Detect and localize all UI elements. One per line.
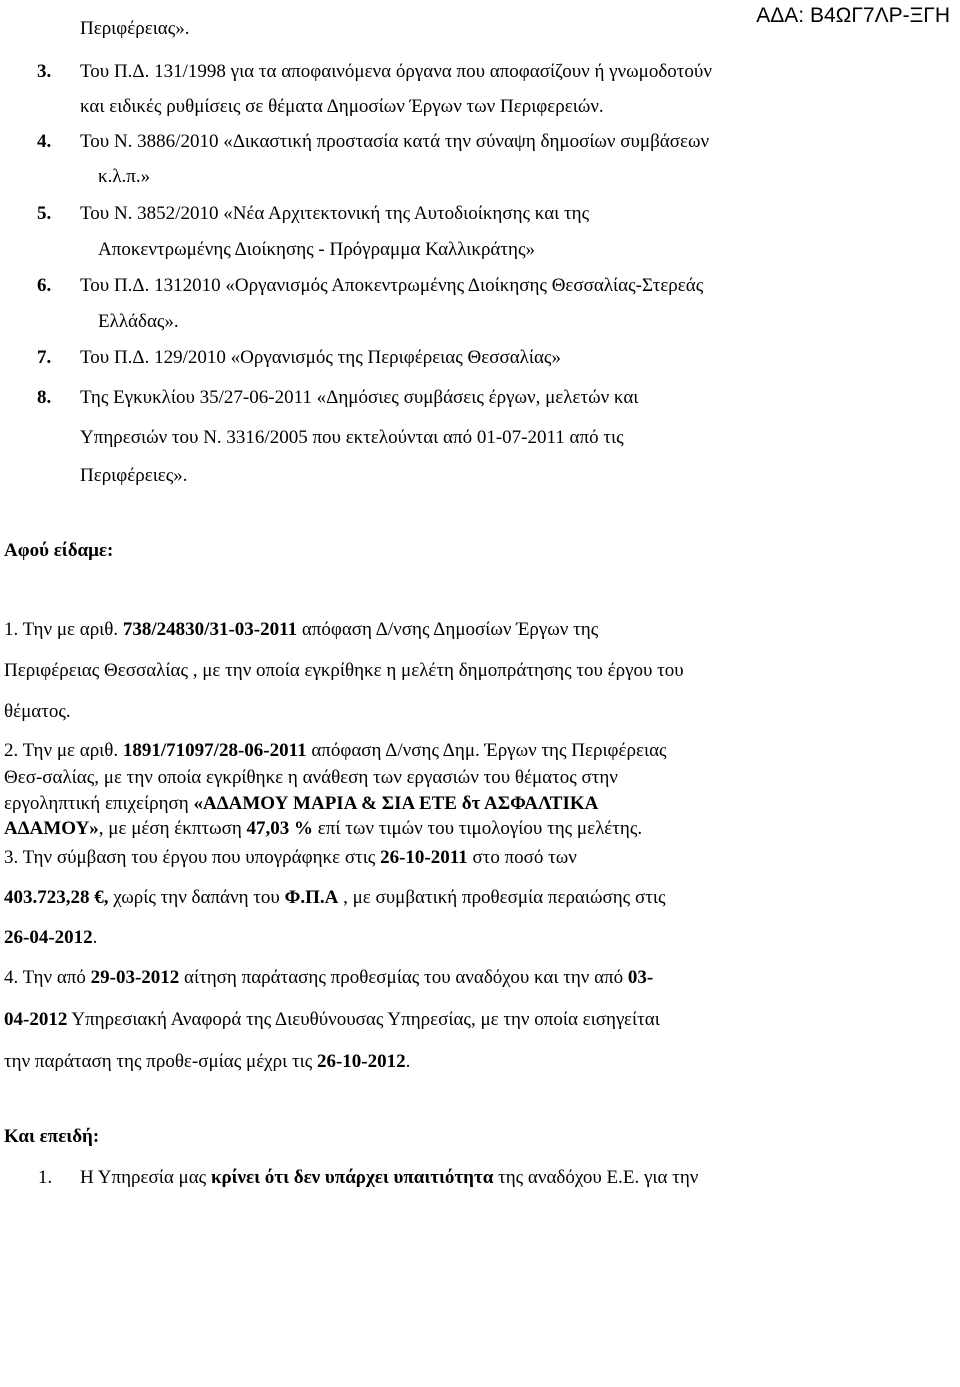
paragraph-4-line-3 xyxy=(4,1052,410,1071)
paragraph-1-line-2: Περιφέρειας Θεσσαλίας , με την οποία εγκρίθηκε η μελέτη δημοπράτησης του έργου του xyxy=(4,660,684,681)
paragraph-3-amount-intro: στο ποσό των xyxy=(467,847,577,868)
paragraph-2-line-2: Θεσ-σαλίας, με την οποία εγκρίθηκε η ανάθεση των εργασιών του θέματος στην xyxy=(4,767,618,788)
section-heading-afou-eidame: Αφού είδαμε: xyxy=(4,540,114,561)
list-item-8-line-2: Υπηρεσιών του Ν. 3316/2005 που εκτελούνται από 01-07-2011 από τις xyxy=(80,427,624,448)
list-item-4-line-2: κ.λ.π.» xyxy=(98,166,151,187)
paragraph-3-prefix: 3. Την σύμβαση του έργου που υπογράφηκε στις xyxy=(4,847,381,868)
paragraph-1-line-3: θέματος. xyxy=(4,701,71,722)
paragraph-1-rest: απόφαση Δ/νσης Δημοσίων Έργων της xyxy=(297,619,599,640)
list-number-6: 6. xyxy=(37,275,52,296)
paragraph-4-line-2 xyxy=(4,1010,660,1029)
paragraph-4-line-1 xyxy=(4,968,653,987)
list-item-6-line-2: Ελλάδας». xyxy=(98,311,179,332)
paragraph-3-line-3 xyxy=(4,928,97,947)
paragraph-2-discount-intro: , με μέση έκπτωση xyxy=(98,818,247,839)
extension-date: 26-10-2012 xyxy=(316,1051,406,1072)
list-item-8-line-3: Περιφέρειες». xyxy=(80,465,188,486)
section-heading-kai-epeidi: Και επειδή: xyxy=(4,1126,100,1147)
paragraph-3-line-2 xyxy=(4,888,665,907)
paragraph-1-prefix: 1. Την με αριθ. xyxy=(4,619,123,640)
paragraph-1-line-1 xyxy=(4,620,830,639)
decision-number-2: 1891/71097/28-06-2011 xyxy=(122,740,307,761)
paragraph-2-line-1 xyxy=(4,741,667,760)
paragraph-4-end: . xyxy=(405,1051,411,1072)
contractor-name-part-2: ΑΔΑΜΟΥ» xyxy=(4,818,99,839)
paragraph-2-company-intro: εργοληπτική επιχείρηση xyxy=(4,793,194,814)
list-item-4-line-1: Του Ν. 3886/2010 «Δικαστική προστασία κατά την σύναψη δημοσίων συμβάσεων xyxy=(80,131,710,152)
list-number-7: 7. xyxy=(37,347,52,368)
list-item-3-line-1: Του Π.Δ. 131/1998 για τα αποφαινόμενα όργανα που αποφασίζουν ή γνωμοδοτούν xyxy=(80,61,712,82)
reason-number-1: 1. xyxy=(38,1167,53,1188)
report-date-part-2: 04-2012 xyxy=(4,1009,68,1030)
contract-amount: 403.723,28 €, xyxy=(4,887,109,908)
list-item-6-line-1: Του Π.Δ. 1312010 «Οργανισμός Αποκεντρωμένης Διοίκησης Θεσσαλίας-Στερεάς xyxy=(80,275,704,296)
paragraph-4-extension-intro: την παράταση της προθε-σμίας μέχρι τις xyxy=(4,1051,317,1072)
report-date-part-1: 03- xyxy=(627,967,654,988)
contractor-name-part-1: «ΑΔΑΜΟΥ ΜΑΡΙΑ & ΣΙΑ ΕΤΕ δτ ΑΣΦΑΛΤΙΚΑ xyxy=(193,793,599,814)
paragraph-3-end: . xyxy=(92,927,98,948)
list-item-8-line-1: Της Εγκυκλίου 35/27-06-2011 «Δημόσιες συμβάσεις έργων, μελετών και xyxy=(80,387,639,408)
discount-percentage: 47,03 % xyxy=(246,818,314,839)
list-number-3: 3. xyxy=(37,61,52,82)
paragraph-3-line-1 xyxy=(4,848,577,867)
reason-1-line-1 xyxy=(80,1168,698,1187)
paragraph-4-prefix: 4. Την από xyxy=(4,967,91,988)
decision-number-1: 738/24830/31-03-2011 xyxy=(122,619,298,640)
reason-1-finding: κρίνει ότι δεν υπάρχει υπαιτιότητα xyxy=(210,1167,494,1188)
paragraph-4-report-text: Υπηρεσιακή Αναφορά της Διευθύνουσας Υπηρεσίας, με την οποία εισηγείται xyxy=(67,1009,660,1030)
completion-deadline: 26-04-2012 xyxy=(4,927,93,948)
paragraph-2-prefix: 2. Την με αριθ. xyxy=(4,740,123,761)
paragraph-3-deadline-intro: , με συμβατική προθεσμία περαιώσης στις xyxy=(338,887,666,908)
ada-code: ΑΔΑ: Β4ΩΓ7ΛΡ-ΞΓΗ xyxy=(756,4,950,27)
paragraph-2-end: επί των τιμών του τιμολογίου της μελέτης. xyxy=(313,818,643,839)
reason-1-prefix: Η Υπηρεσία μας xyxy=(80,1167,211,1188)
reason-1-rest: της αναδόχου Ε.Ε. για την xyxy=(493,1167,699,1188)
list-number-4: 4. xyxy=(37,131,52,152)
list-item-3-line-2: και ειδικές ρυθμίσεις σε θέματα Δημοσίων Έργων των Περιφερειών. xyxy=(80,96,604,117)
contract-date: 26-10-2011 xyxy=(380,847,468,868)
list-item-5-line-1: Του Ν. 3852/2010 «Νέα Αρχιτεκτονική της Αυτοδιοίκησης και της xyxy=(80,203,590,224)
list-number-5: 5. xyxy=(37,203,52,224)
list-number-8: 8. xyxy=(37,387,52,408)
list-continuation: Περιφέρειας». xyxy=(80,18,190,39)
paragraph-2-line-4 xyxy=(4,819,642,838)
paragraph-2-rest: απόφαση Δ/νσης Δημ. Έργων της Περιφέρειας xyxy=(306,740,667,761)
paragraph-3-vat-intro: χωρίς την δαπάνη του xyxy=(108,887,285,908)
paragraph-4-middle: αίτηση παράτασης προθεσμίας του αναδόχου και την από xyxy=(179,967,628,988)
list-item-7-line-1: Του Π.Δ. 129/2010 «Οργανισμός της Περιφέρειας Θεσσαλίας» xyxy=(80,347,561,368)
vat-abbreviation: Φ.Π.Α xyxy=(284,887,339,908)
extension-request-date: 29-03-2012 xyxy=(90,967,180,988)
paragraph-2-line-3 xyxy=(4,794,598,813)
list-item-5-line-2: Αποκεντρωμένης Διοίκησης - Πρόγραμμα Καλλικράτης» xyxy=(98,239,535,260)
